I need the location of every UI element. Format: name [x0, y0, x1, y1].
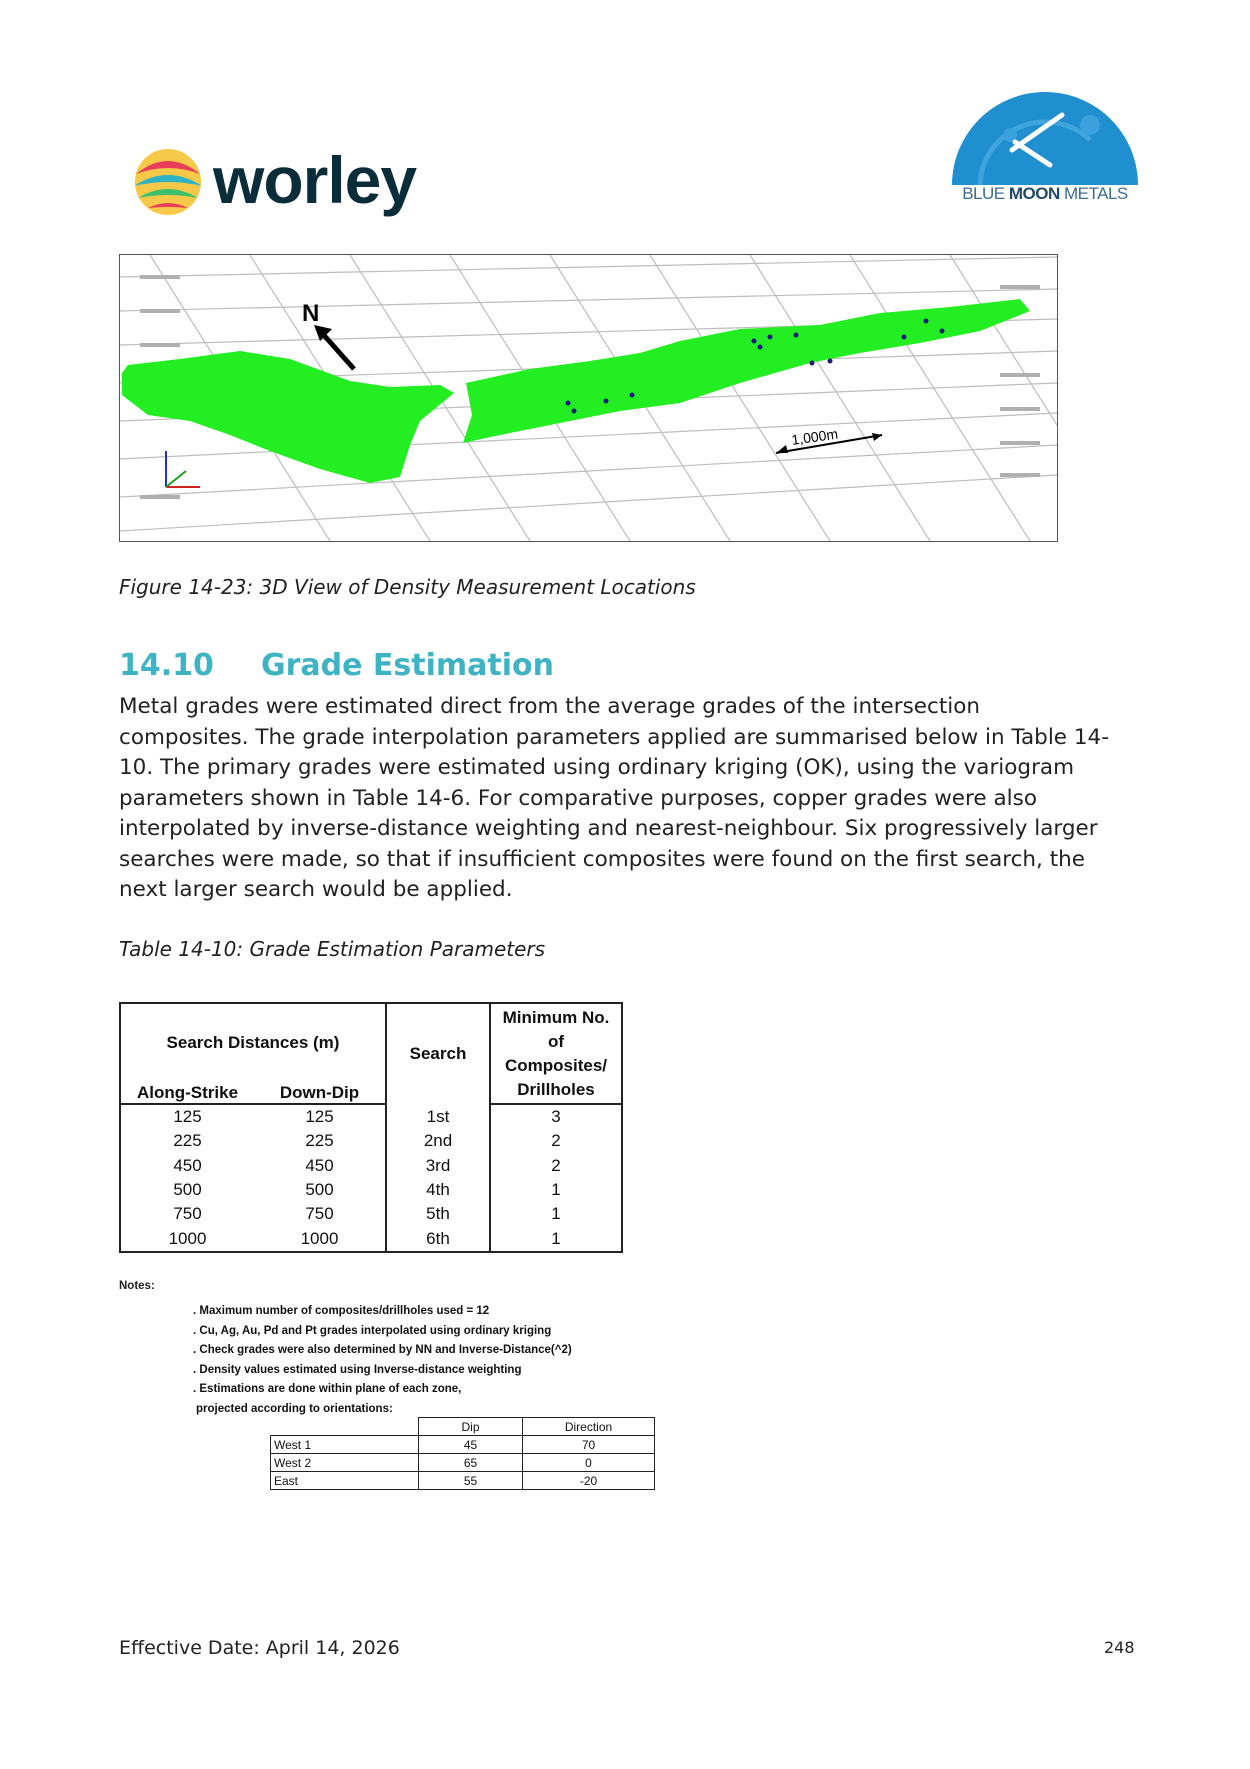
orientation-table [270, 1417, 655, 1490]
orient-direction: 0 [523, 1454, 655, 1472]
note-item: . Cu, Ag, Au, Pd and Pt grades interpolated using ordinary kriging [193, 1324, 552, 1337]
orient-corner [271, 1418, 419, 1436]
cell-search: 6th [386, 1226, 490, 1251]
cell-min-composites: 2 [490, 1129, 622, 1153]
worley-wordmark: worley [213, 143, 417, 217]
cell-down-dip: 500 [305, 1180, 334, 1200]
grade-estimation-table [119, 1002, 623, 1253]
orient-zone: East [271, 1472, 419, 1490]
section-heading [119, 648, 554, 683]
orient-row [271, 1454, 655, 1472]
cell-along-strike: 450 [120, 1154, 254, 1178]
cell-down-dip: 125 [305, 1107, 334, 1127]
table-row [120, 1226, 622, 1251]
min-header-line-1: Minimum No. [502, 1007, 610, 1027]
cell-search: 5th [386, 1202, 490, 1226]
min-header-line-4: Drillholes [517, 1079, 595, 1099]
orebody-west [122, 351, 454, 483]
bmm-word-metals: METALS [1064, 184, 1128, 203]
cell-down-dip: 225 [305, 1131, 334, 1151]
search-header: Search [386, 1003, 490, 1104]
notes-list [193, 1302, 572, 1419]
note-item: . Check grades were also determined by NN and Inverse-Distance(^2) [193, 1344, 572, 1356]
cell-min-composites: 1 [490, 1226, 622, 1251]
down-dip-header: Down-Dip [254, 1082, 386, 1104]
orebody-east [463, 299, 1030, 443]
section-number: 14.10 [119, 648, 214, 683]
table-row [120, 1202, 622, 1226]
cell-search: 2nd [386, 1129, 490, 1153]
cell-down-dip: 750 [305, 1204, 334, 1224]
cell-along-strike: 125 [120, 1104, 254, 1129]
orient-zone: West 1 [271, 1436, 419, 1454]
footer-effective-date: Effective Date: April 14, 2026 [119, 1637, 400, 1659]
orient-dip: 55 [419, 1472, 523, 1490]
table-row [120, 1178, 622, 1202]
min-header-line-3: Composites/ [504, 1055, 608, 1075]
cell-along-strike: 750 [120, 1202, 254, 1226]
cell-along-strike: 500 [120, 1178, 254, 1202]
note-item: projected according to orientations: [196, 1402, 393, 1415]
cell-search: 1st [386, 1104, 490, 1129]
orient-direction: 70 [523, 1436, 655, 1454]
orient-dip-header: Dip [419, 1418, 523, 1436]
blue-moon-metals-wordmark [940, 184, 1150, 204]
min-composites-header [490, 1003, 622, 1104]
cell-down-dip: 450 [305, 1155, 334, 1175]
orient-dip: 45 [419, 1436, 523, 1454]
cell-along-strike: 225 [120, 1129, 254, 1153]
note-item: . Estimations are done within plane of each zone, [193, 1383, 462, 1395]
note-item: . Maximum number of composites/drillholes used = 12 [193, 1305, 490, 1317]
search-distances-header: Search Distances (m) [120, 1003, 386, 1082]
body-paragraph: Metal grades were estimated direct from the average grades of the intersection composites. The grade interpolation parameters applied are summarised below in Table 14-10. The primary grades were estimated using ordinary kriging (OK), using the variogram parameters shown in Table 14-6. For comparative purposes, copper grades were also interpolated by inverse-distance weighting and nearest-neighbour. Six progressively larger searches were made, so that if insufficient composites were found on the first search, the next larger search would be applied. [119, 694, 1109, 902]
worley-logo [128, 140, 218, 220]
scale-label: 1,000m [790, 425, 839, 448]
section-title: Grade Estimation [261, 648, 554, 683]
orient-direction: -20 [523, 1472, 655, 1490]
north-arrow [302, 300, 354, 369]
cell-min-composites: 3 [490, 1104, 622, 1129]
orient-zone: West 2 [271, 1454, 419, 1472]
orient-row [271, 1436, 655, 1454]
figure-caption: Figure 14-23: 3D View of Density Measurement Locations [119, 575, 696, 599]
orient-dip: 65 [419, 1454, 523, 1472]
notes-title: Notes: [119, 1280, 155, 1292]
cell-along-strike: 1000 [120, 1226, 254, 1251]
note-item: . Density values estimated using Inverse-distance weighting [193, 1363, 522, 1376]
table-row [120, 1154, 622, 1178]
cell-min-composites: 1 [490, 1202, 622, 1226]
table-caption: Table 14-10: Grade Estimation Parameters [119, 937, 546, 961]
page-number: 248 [1104, 1638, 1135, 1657]
cell-down-dip: 1000 [254, 1226, 386, 1251]
density-locations-figure [119, 254, 1058, 542]
orient-row [271, 1472, 655, 1490]
cell-search: 4th [386, 1178, 490, 1202]
figure-3d-view [120, 255, 1057, 541]
table-row [120, 1129, 622, 1153]
min-header-line-2: of [547, 1031, 565, 1051]
cell-search: 3rd [386, 1154, 490, 1178]
bmm-word-blue: BLUE [962, 184, 1005, 203]
table-row [120, 1104, 622, 1129]
bmm-word-moon: MOON [1008, 184, 1060, 203]
cell-min-composites: 1 [490, 1178, 622, 1202]
north-label: N [302, 300, 320, 327]
cell-min-composites: 2 [490, 1154, 622, 1178]
along-strike-header: Along-Strike [120, 1082, 254, 1104]
orient-direction-header: Direction [523, 1418, 655, 1436]
